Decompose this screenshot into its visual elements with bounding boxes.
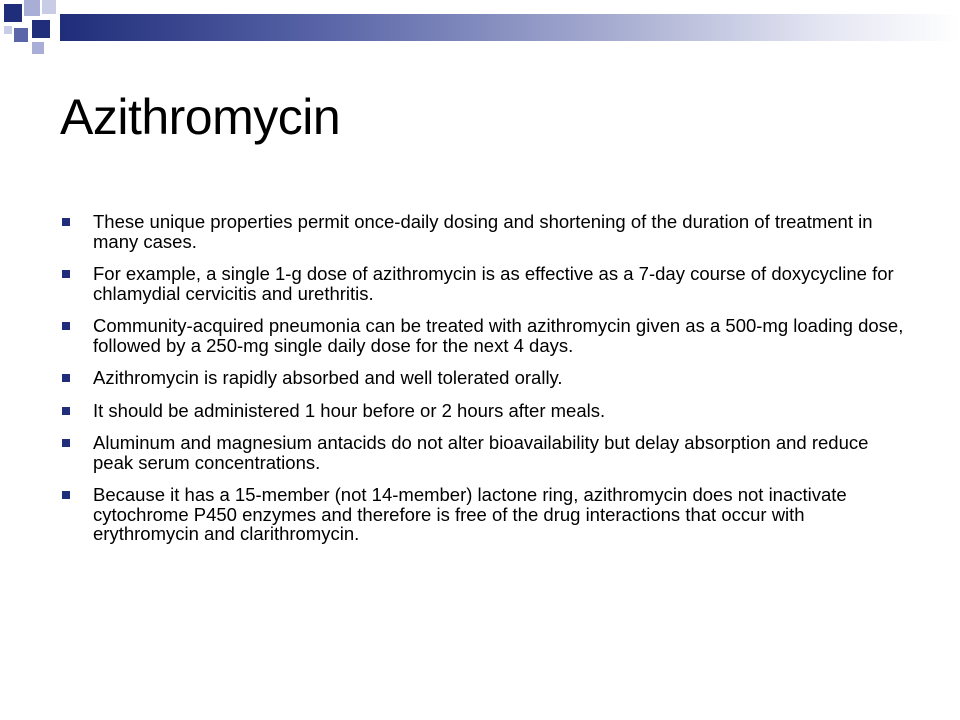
bullet-item (60, 485, 910, 544)
bullet-item (60, 316, 910, 355)
square-bullet-icon (62, 439, 70, 447)
bullet-text: Community-acquired pneumonia can be treated with azithromycin given as a 500-mg loading dose, followed by a 250-mg single daily dose for the next 4 days. (93, 315, 904, 356)
bullet-text: Because it has a 15-member (not 14-member) lactone ring, azithromycin does not inactivate cytochrome P450 enzymes and therefore is free of the drug interactions that occur with erythromycin and clarithromycin. (93, 484, 847, 544)
square-bullet-icon (62, 407, 70, 415)
decor-square (4, 4, 22, 22)
bullet-text: Azithromycin is rapidly absorbed and well tolerated orally. (93, 367, 563, 388)
slide-title: Azithromycin (60, 89, 341, 145)
bullet-text: It should be administered 1 hour before or 2 hours after meals. (93, 399, 606, 421)
square-bullet-icon (62, 322, 70, 330)
decor-square (42, 0, 56, 14)
bullet-text: For example, a single 1-g dose of azithromycin is as effective as a 7-day course of doxycycline for chlamydial cervicitis and urethritis. (93, 263, 894, 304)
bullet-text: These unique properties permit once-daily dosing and shortening of the duration of treatment in many cases. (93, 211, 873, 252)
header-gradient-bar (60, 14, 960, 41)
bullet-item (60, 433, 910, 472)
decor-square (32, 20, 50, 38)
square-bullet-icon (62, 270, 70, 278)
bullet-item (60, 401, 910, 421)
decor-square (14, 28, 28, 42)
bullet-item (60, 264, 910, 303)
decor-square (4, 26, 12, 34)
bullet-text: Aluminum and magnesium antacids do not alter bioavailability but delay absorption and reduce peak serum concentrations. (93, 432, 869, 473)
square-bullet-icon (62, 374, 70, 382)
bullet-item (60, 212, 910, 251)
decor-square (32, 42, 44, 54)
bullet-list (60, 212, 910, 557)
square-bullet-icon (62, 491, 70, 499)
square-bullet-icon (62, 218, 70, 226)
bullet-item (60, 368, 910, 388)
decor-square (24, 0, 40, 16)
